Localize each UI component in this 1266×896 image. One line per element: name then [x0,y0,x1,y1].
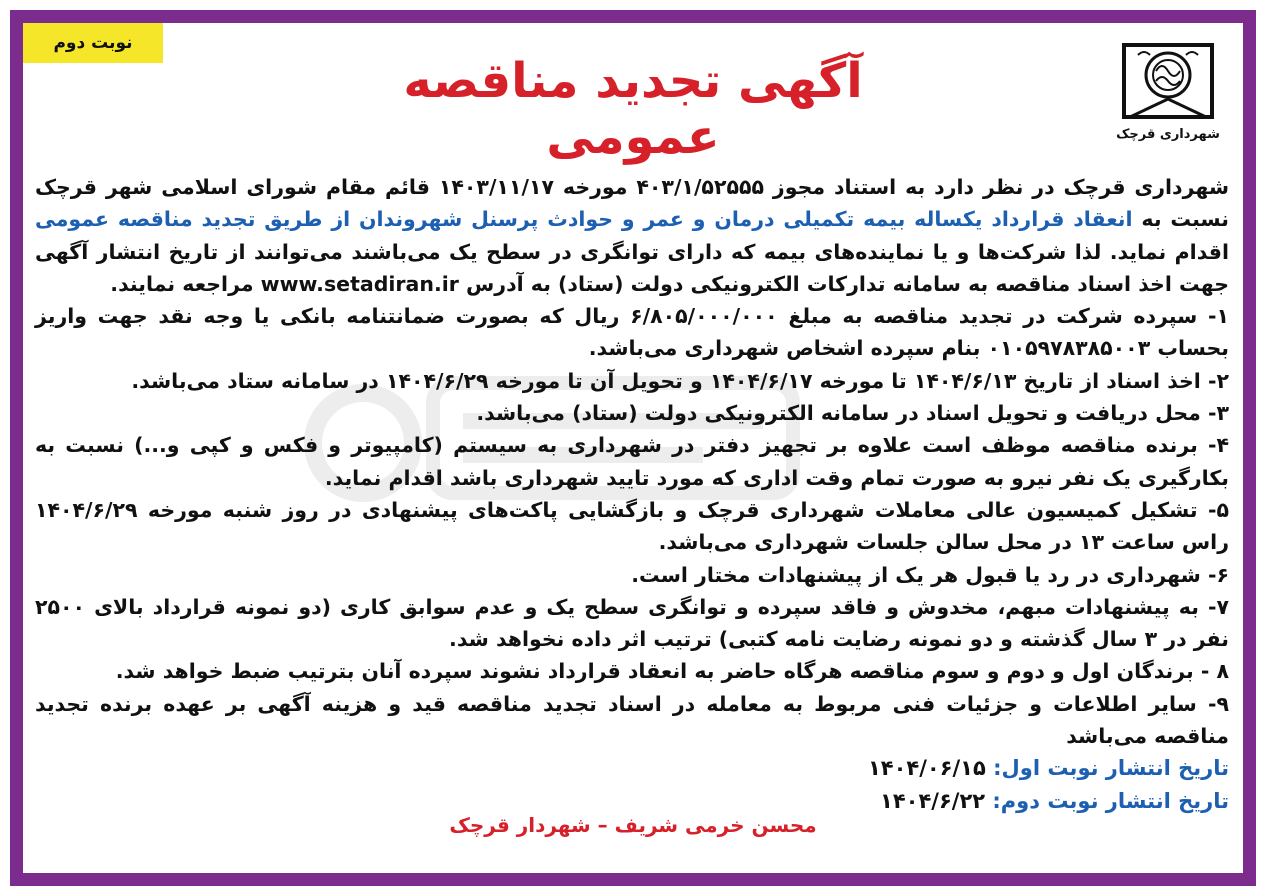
list-item: ۵- تشکیل کمیسیون عالی معاملات شهرداری قرچک و بازگشایی پاکت‌های پیشنهادی در روز شنبه مورخه ۱۴۰۴/۶/۲۹ راس ساعت ۱۳ در محل سالن جلسات شهرداری می‌باشد. [35,497,1229,555]
logo-org-name: شهرداری قرچک [1116,127,1220,142]
list-item: ۴- برنده مناقصه موظف است علاوه بر تجهیز دفتر در شهرداری به سیستم (کامپیوتر و فکس و کپی و...) نسبت به بکارگیری یک نفر نیرو به صورت تمام وقت اداری که مورد تایید شهرداری باشد اقدام نماید. [35,433,1229,490]
second-publish-label: تاریخ انتشار نوبت دوم: [992,788,1229,813]
list-item: ۶- شهرداری در رد یا قبول هر یک از پیشنهادات مختار است. [631,562,1229,587]
intro-part2: اقدام نماید. لذا شرکت‌ها و یا نمایندەهای بیمه که دارای توانگری در سطح یک می‌باشند می‌توانند از تاریخ انتشار آگهی جهت اخذ اسناد مناقصه به سامانه تدارکات الکترونیکی دولت (ستاد) به آدرس [35,239,1229,296]
first-publish-value: ۱۴۰۴/۰۶/۱۵ [867,756,986,781]
list-item: ۳- محل دریافت و تحویل اسناد در سامانه الکترونیکی دولت (ستاد) می‌باشد. [476,401,1229,426]
municipality-logo-icon [1120,41,1216,125]
municipality-logo [1113,41,1223,151]
intro-paragraph [35,171,1229,300]
notice-title: آگهی تجدید مناقصه عمومی [403,53,863,165]
first-publish-label: تاریخ انتشار نوبت اول: [993,756,1229,781]
intro-part3: مراجعه نمایند. [110,271,254,296]
list-item: ۱- سپرده شرکت در تجدید مناقصه به مبلغ ۶/۸۰۵/۰۰۰/۰۰۰ ریال که بصورت ضمانتنامه بانکی یا وجه نقد جهت واریز بحساب ۰۱۰۵۹۷۸۳۸۵۰۰۳ بنام سپرده اشخاص شهرداری می‌باشد. [35,304,1230,361]
signature: محسن خرمی شریف – شهردار قرچک [449,813,817,837]
notice-page [23,23,1243,873]
second-publish-value: ۱۴۰۴/۶/۲۲ [880,788,986,813]
first-publish-date [35,752,1229,784]
website-link[interactable]: www.setadiran.ir [260,271,459,296]
intro-part1: شهرداری قرچک در نظر دارد به استناد مجوز ۴۰۳/۱/۵۲۵۵۵ مورخه ۱۴۰۳/۱۱/۱۷ قائم مقام شورای اسلامی شهر قرچک نسبت به [35,175,1230,232]
list-item: ۲- اخذ اسناد از تاریخ ۱۴۰۴/۶/۱۳ تا مورخه ۱۴۰۴/۶/۱۷ و تحویل آن تا مورخه ۱۴۰۴/۶/۲۹ در سامانه ستاد می‌باشد. [131,368,1229,393]
tender-subject: انعقاد قرارداد یکساله بیمه تکمیلی درمان و عمر و حوادث پرسنل شهروندان از طریق تجدید مناقصه عمومی [35,207,1133,232]
list-item: ۸ - برندگان اول و دوم و سوم مناقصه هرگاه حاضر به انعقاد قرارداد نشوند سپرده آنان بترتیب ضبط خواهد شد. [115,659,1229,684]
list-item: ۷- به پیشنهادات مبهم، مخدوش و فاقد سپرده و توانگری سطح یک و عدم سوابق کاری (دو نمونه قرارداد بالای ۲۵۰۰ نفر در ۳ سال گذشته و دو نمونه رضایت نامه کتبی) ترتیب اثر داده نخواهد شد. [35,594,1229,652]
round-badge: نوبت دوم [23,23,163,63]
notice-body [35,171,1229,817]
list-item: ۹- سایر اطلاعات و جزئیات فنی مربوط به معامله در اسناد تجدید مناقصه قید و هزینه آگهی بر عهده برنده تجدید مناقصه می‌باشد [35,691,1229,749]
